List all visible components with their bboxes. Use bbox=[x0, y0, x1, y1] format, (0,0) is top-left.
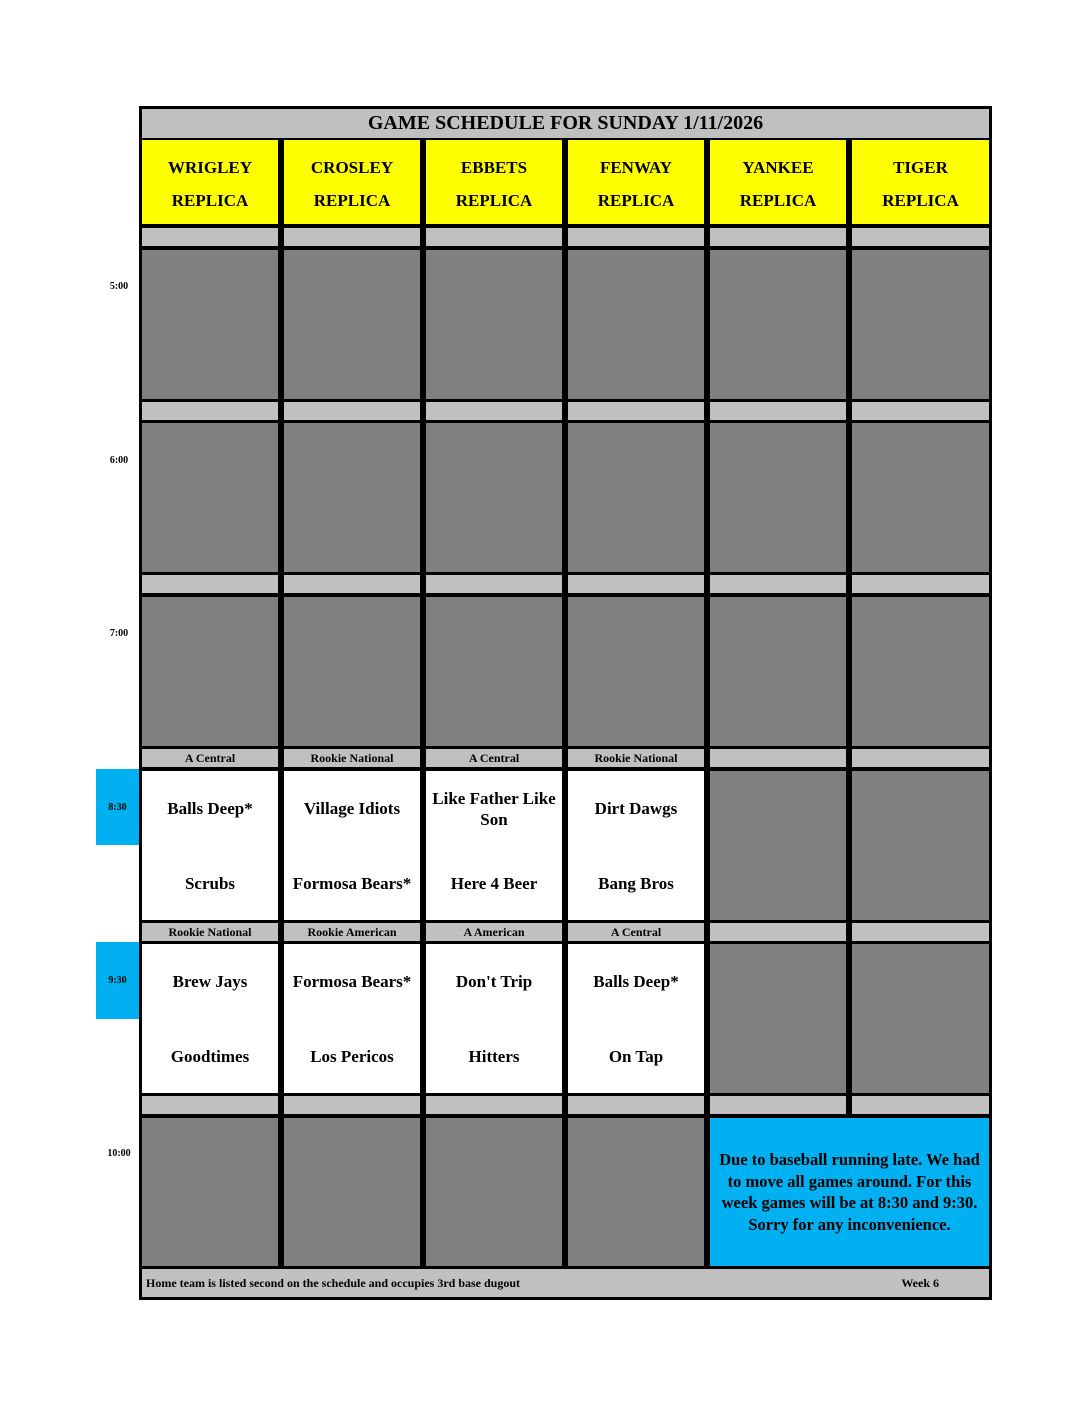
division-label: Rookie National bbox=[284, 749, 420, 767]
game-cell bbox=[284, 944, 420, 1093]
separator-row bbox=[568, 228, 704, 246]
separator-row bbox=[142, 1096, 278, 1114]
division-label: A Central bbox=[426, 749, 562, 767]
separator-row bbox=[568, 402, 704, 420]
game-cell bbox=[284, 771, 420, 920]
empty-slot bbox=[284, 597, 420, 746]
game-cell bbox=[142, 944, 278, 1093]
separator-row bbox=[852, 1096, 989, 1114]
empty-slot bbox=[710, 250, 846, 399]
schedule-change-note: Due to baseball running late. We had to move all games around. For this week games will be at 8:30 and 9:30. Sorry for any inconvenience. bbox=[710, 1118, 989, 1266]
week-label: Week 6 bbox=[901, 1275, 939, 1290]
division-label: Rookie National bbox=[568, 749, 704, 767]
time-label-700: 7:00 bbox=[109, 628, 129, 639]
time-badge-830: 8:30 bbox=[96, 769, 139, 845]
separator-row bbox=[852, 575, 989, 593]
empty-slot bbox=[568, 250, 704, 399]
home-team: Goodtimes bbox=[170, 1046, 250, 1066]
separator-row bbox=[852, 402, 989, 420]
venue-sub: REPLICA bbox=[882, 191, 959, 210]
venue-sub: REPLICA bbox=[597, 191, 675, 210]
separator-row bbox=[852, 228, 989, 246]
game-cell bbox=[568, 944, 704, 1093]
home-team: Bang Bros bbox=[598, 873, 674, 893]
schedule-title: GAME SCHEDULE FOR SUNDAY 1/11/2026 bbox=[142, 109, 989, 138]
venue-name: EBBETS bbox=[460, 158, 528, 177]
separator-row bbox=[568, 1096, 704, 1114]
division-label bbox=[852, 749, 989, 767]
venue-header-crosley bbox=[284, 140, 420, 224]
home-team: Los Pericos bbox=[310, 1046, 394, 1066]
empty-slot bbox=[852, 423, 989, 572]
venue-sub: REPLICA bbox=[313, 191, 391, 210]
division-label: Rookie National bbox=[142, 923, 278, 941]
empty-slot bbox=[142, 250, 278, 399]
empty-slot bbox=[852, 250, 989, 399]
separator-row bbox=[710, 1096, 846, 1114]
venue-name: FENWAY bbox=[599, 158, 673, 177]
separator-row bbox=[284, 1096, 420, 1114]
away-team: Balls Deep* bbox=[593, 972, 679, 992]
venue-sub: REPLICA bbox=[171, 191, 249, 210]
venue-sub: REPLICA bbox=[455, 191, 533, 210]
separator-row bbox=[142, 228, 278, 246]
separator-row bbox=[710, 228, 846, 246]
away-team: Like Father Like Son bbox=[432, 788, 556, 829]
separator-row bbox=[142, 402, 278, 420]
game-cell bbox=[426, 771, 562, 920]
empty-slot bbox=[284, 1118, 420, 1266]
empty-slot bbox=[142, 423, 278, 572]
empty-slot bbox=[710, 423, 846, 572]
home-team: On Tap bbox=[608, 1046, 664, 1066]
separator-row bbox=[568, 575, 704, 593]
empty-slot bbox=[852, 771, 989, 920]
empty-slot bbox=[568, 1118, 704, 1266]
empty-slot bbox=[142, 597, 278, 746]
away-team: Balls Deep* bbox=[167, 799, 253, 819]
away-team: Dirt Dawgs bbox=[594, 799, 678, 819]
separator-row bbox=[142, 575, 278, 593]
venue-name: CROSLEY bbox=[310, 158, 394, 177]
venue-sub: REPLICA bbox=[739, 191, 817, 210]
empty-slot bbox=[426, 1118, 562, 1266]
venue-header-yankee bbox=[710, 140, 846, 224]
footer bbox=[142, 1269, 989, 1297]
home-team: Hitters bbox=[468, 1046, 520, 1066]
game-cell bbox=[568, 771, 704, 920]
venue-name: YANKEE bbox=[742, 158, 814, 177]
empty-slot bbox=[710, 944, 846, 1093]
empty-slot bbox=[426, 250, 562, 399]
division-label bbox=[852, 923, 989, 941]
separator-row bbox=[426, 1096, 562, 1114]
separator-row bbox=[284, 402, 420, 420]
game-cell bbox=[142, 771, 278, 920]
time-label-1000: 10:00 bbox=[107, 1148, 131, 1159]
empty-slot bbox=[568, 597, 704, 746]
separator-row bbox=[426, 402, 562, 420]
empty-slot bbox=[852, 944, 989, 1093]
empty-slot bbox=[142, 1118, 278, 1266]
separator-row bbox=[426, 228, 562, 246]
game-cell bbox=[426, 944, 562, 1093]
home-team: Scrubs bbox=[184, 873, 236, 893]
separator-row bbox=[710, 575, 846, 593]
venue-header-tiger bbox=[852, 140, 989, 224]
away-team: Formosa Bears* bbox=[292, 972, 412, 992]
venue-header-ebbets bbox=[426, 140, 562, 224]
empty-slot bbox=[710, 597, 846, 746]
separator-row bbox=[284, 228, 420, 246]
away-team: Village Idiots bbox=[303, 799, 401, 819]
time-label-600: 6:00 bbox=[109, 455, 129, 466]
empty-slot bbox=[710, 771, 846, 920]
division-label: A Central bbox=[142, 749, 278, 767]
time-badge-930: 9:30 bbox=[96, 942, 139, 1019]
venue-name: TIGER bbox=[893, 158, 948, 177]
empty-slot bbox=[284, 250, 420, 399]
separator-row bbox=[284, 575, 420, 593]
schedule-table bbox=[139, 106, 992, 1300]
division-label bbox=[710, 749, 846, 767]
footer-note: Home team is listed second on the schedule and occupies 3rd base dugout bbox=[146, 1275, 521, 1290]
division-label: Rookie American bbox=[284, 923, 420, 941]
home-team: Here 4 Beer bbox=[450, 873, 538, 893]
separator-row bbox=[426, 575, 562, 593]
home-team: Formosa Bears* bbox=[292, 873, 412, 893]
empty-slot bbox=[568, 423, 704, 572]
division-label: A American bbox=[426, 923, 562, 941]
empty-slot bbox=[426, 597, 562, 746]
away-team: Brew Jays bbox=[172, 972, 248, 992]
division-label: A Central bbox=[568, 923, 704, 941]
empty-slot bbox=[426, 423, 562, 572]
away-team: Don't Trip bbox=[455, 972, 533, 992]
venue-header-fenway bbox=[568, 140, 704, 224]
time-label-500: 5:00 bbox=[109, 281, 129, 292]
division-label bbox=[710, 923, 846, 941]
separator-row bbox=[710, 402, 846, 420]
venue-header-wrigley bbox=[142, 140, 278, 224]
empty-slot bbox=[284, 423, 420, 572]
venue-name: WRIGLEY bbox=[167, 158, 253, 177]
empty-slot bbox=[852, 597, 989, 746]
